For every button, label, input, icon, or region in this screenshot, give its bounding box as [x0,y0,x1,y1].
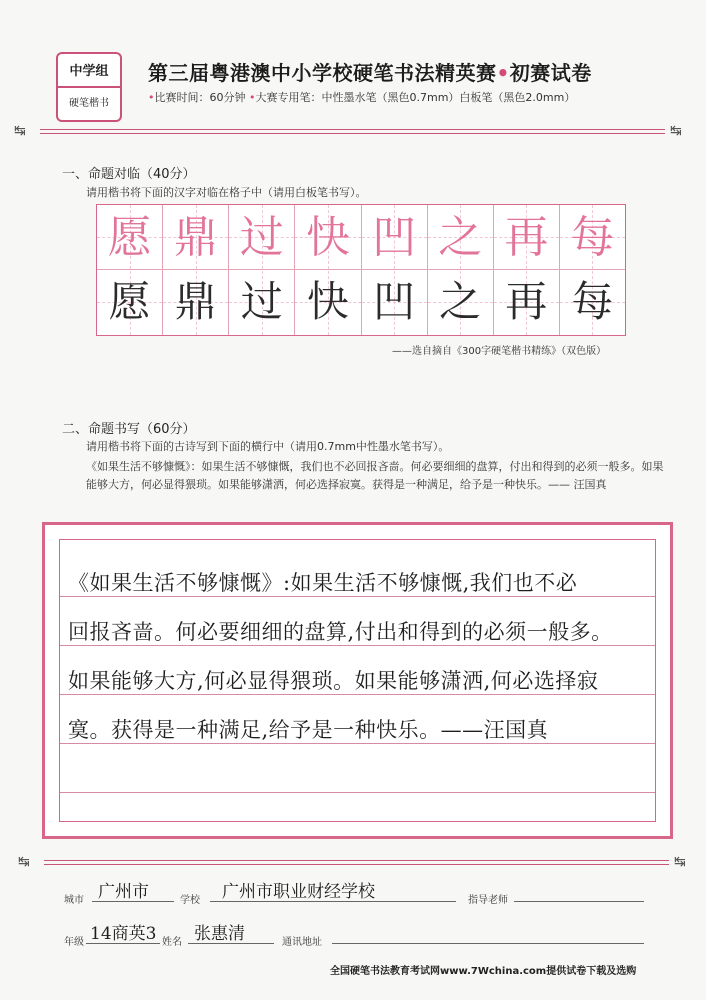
section1-title: 一、命题对临（40分） [62,167,196,182]
written-character[interactable]: 过 [240,277,283,326]
swirl-ornament-icon: ↹ [674,854,686,870]
source-citation: ——选自摘自《300字硬笔楷书精练》（双色版） [392,346,607,357]
info-bullet-1: • [148,91,155,104]
handwritten-line: 如果能够大方,何必显得猥琐。如果能够潇洒,何必选择寂 [68,669,599,693]
model-character: 快 [305,212,350,263]
model-character: 之 [438,212,483,263]
title-bullet: • [496,61,510,85]
school-underline [210,901,456,902]
grade-label: 年级 [64,937,84,948]
teacher-label: 指导老师 [468,895,508,906]
grid-column [559,205,625,335]
city-field[interactable]: 广州市 [98,882,149,902]
written-character[interactable]: 再 [505,277,548,326]
address-label: 通讯地址 [282,937,322,948]
written-character[interactable]: 凹 [373,277,416,326]
teacher-underline [514,901,644,902]
model-character: 凹 [372,212,417,263]
swirl-ornament-icon: ↹ [14,123,26,139]
name-label: 姓名 [162,937,182,948]
written-character[interactable]: 之 [439,277,482,326]
written-character[interactable]: 愿 [108,277,151,326]
name-field[interactable]: 张惠清 [194,924,245,944]
section2-title: 二、命题书写（60分） [62,422,196,437]
grid-column [427,205,493,335]
grade-field[interactable]: 14商英3 [90,924,157,944]
handwritten-line: 《如果生活不够慷慨》:如果生活不够慷慨,我们也不必 [68,571,578,595]
model-character: 再 [504,212,549,263]
title-main: 第三届粤港澳中小学校硬笔书法精英赛 [148,61,497,85]
city-label: 城市 [64,895,84,906]
footer-note: 全国硬笔书法教育考试网www.7Wchina.com提供试卷下载及选购 [330,966,637,977]
model-character: 过 [239,212,284,263]
title-suffix: 初赛试卷 [509,61,592,85]
swirl-ornament-icon: ↹ [670,123,682,139]
group-label: 中学组 [69,64,109,79]
grid-column [97,205,162,335]
top-rule [40,129,665,130]
written-character[interactable]: 快 [306,277,349,326]
character-grid [96,204,626,336]
grid-column [162,205,228,335]
bottom-rule [44,860,669,861]
grid-column [228,205,294,335]
grid-column [361,205,427,335]
bottom-rule-thin [44,864,669,865]
section1-instructions: 请用楷书将下面的汉字对临在格子中（请用白板笔书写）。 [86,186,367,199]
address-underline [332,943,644,944]
info-bullet-2: • [249,91,256,104]
group-divider [58,86,120,88]
written-character[interactable]: 每 [571,277,614,326]
section2-instructions: 请用楷书将下面的古诗写到下面的横行中（请用0.7mm中性墨水笔书写）。 [86,440,450,453]
school-field[interactable]: 广州市职业财经学校 [222,882,375,902]
exam-pens: 大赛专用笔：中性墨水笔（黑色0.7mm）白板笔（黑色2.0mm） [255,91,576,104]
school-label: 学校 [180,895,200,906]
top-rule-thin [40,133,665,134]
name-underline [188,943,274,944]
exam-time: 比赛时间：60分钟 [154,91,246,104]
grid-column [294,205,360,335]
handwritten-line: 寞。获得是一种满足,给予是一种快乐。——汪国真 [68,718,549,742]
city-underline [92,901,174,902]
poem-text: 《如果生活不够慷慨》：如果生活不够慷慨，我们也不必回报吝啬。何必要细细的盘算，付出和得到的必须一般多。如果能够大方，何必显得猥琐。如果能够潇洒，何必选择寂寞。获得是一种满足，给予是一种快乐。—— 汪国真 [86,460,664,491]
handwritten-line: 回报吝啬。何必要细细的盘算,付出和得到的必须一般多。 [68,620,613,644]
exam-info [148,89,575,105]
model-character: 鼎 [173,212,218,263]
model-character: 愿 [107,212,152,263]
writing-line [60,792,655,793]
grid-column [493,205,559,335]
group-sublabel: 硬笔楷书 [69,98,109,109]
model-character: 每 [570,212,615,263]
writing-frame [59,539,656,822]
writing-area[interactable] [42,522,673,839]
page-title [148,57,592,86]
written-character[interactable]: 鼎 [174,277,217,326]
grade-underline [86,943,160,944]
group-badge [56,52,122,122]
swirl-ornament-icon: ↹ [18,854,30,870]
